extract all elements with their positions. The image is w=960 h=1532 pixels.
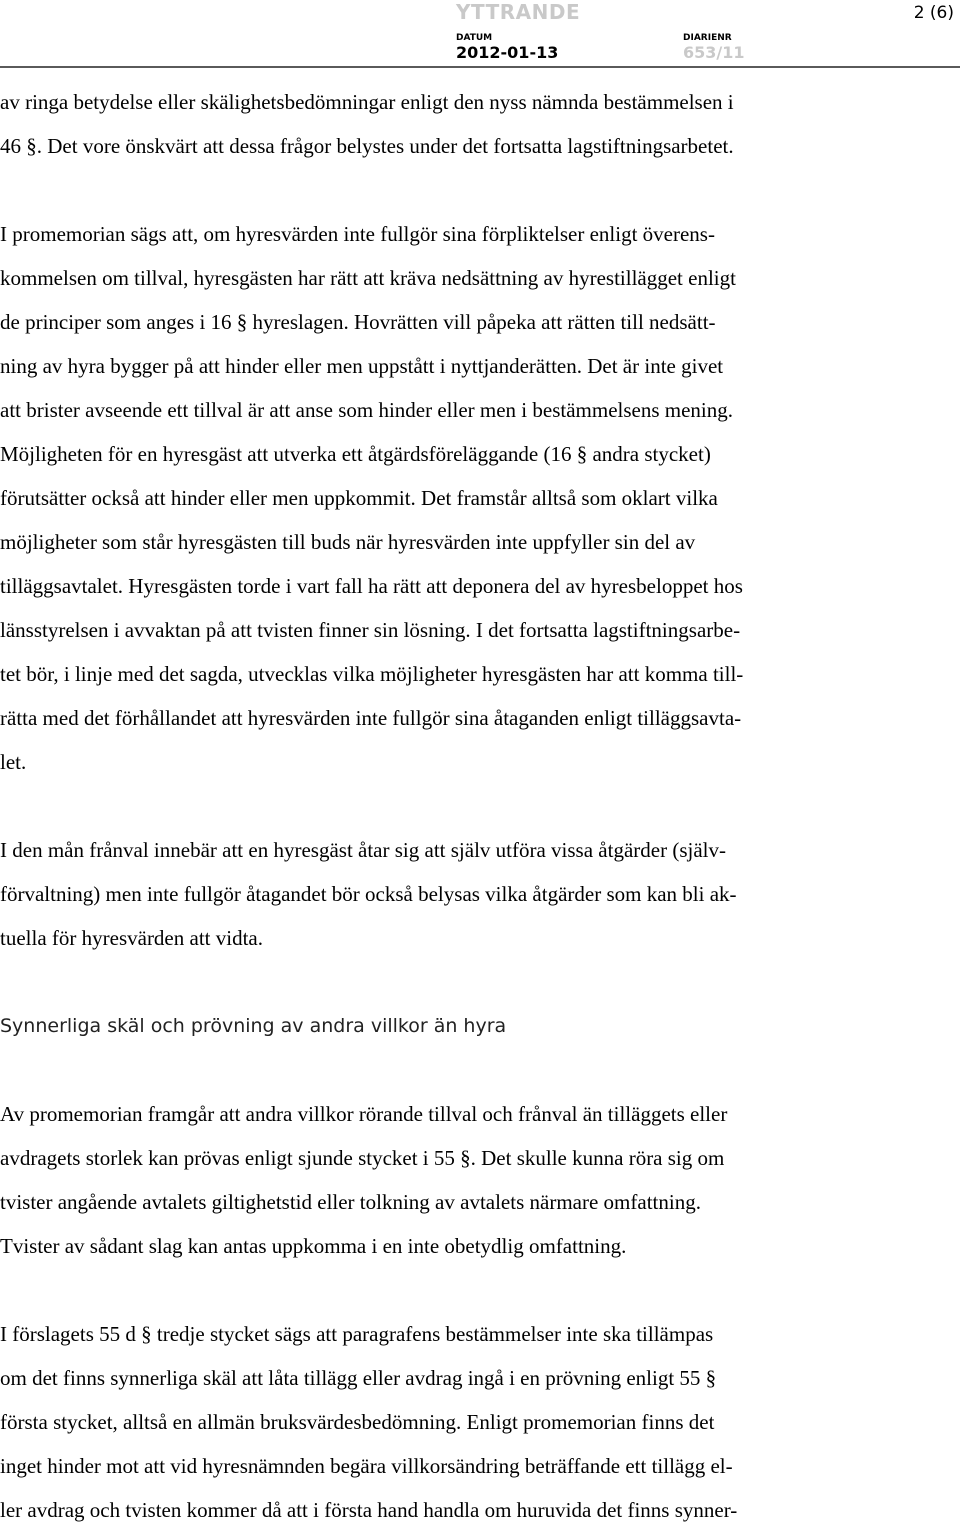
text-line: kommelsen om tillval, hyresgästen har rätt att kräva nedsättning av hyrestillägget enligt — [0, 266, 736, 290]
paragraph-1 — [0, 80, 905, 168]
text-line: av ringa betydelse eller skälighetsbedömningar enligt den nyss nämnda bestämmelsen i — [0, 90, 734, 114]
text-line: I den mån frånval innebär att en hyresgäst åtar sig att själv utföra vissa åtgärder (själv- — [0, 838, 726, 862]
text-line: tet bör, i linje med det sagda, utvecklas vilka möjligheter hyresgästen har att komma till- — [0, 662, 744, 686]
text-line: de principer som anges i 16 § hyreslagen. Hovrätten vill påpeka att rätten till nedsätt- — [0, 310, 716, 334]
paragraph-5 — [0, 1312, 905, 1532]
registration-number-value: 653/11 — [683, 43, 745, 62]
document-header — [0, 0, 960, 70]
text-line: let. — [0, 750, 27, 774]
text-line: I promemorian sägs att, om hyresvärden inte fullgör sina förpliktelser enligt överens- — [0, 222, 715, 246]
registration-number-label: DIARIENR — [683, 33, 732, 43]
date-value: 2012-01-13 — [456, 43, 559, 62]
section-heading: Synnerliga skäl och prövning av andra villkor än hyra — [0, 1015, 507, 1037]
text-line: 46 §. Det vore önskvärt att dessa frågor belystes under det fortsatta lagstiftningsarbetet. — [0, 134, 734, 158]
text-line: Tvister av sådant slag kan antas uppkomma i en inte obetydlig omfattning. — [0, 1234, 627, 1258]
text-line: ning av hyra bygger på att hinder eller men uppstått i nyttjanderätten. Det är inte givet — [0, 354, 724, 378]
document-type: YTTRANDE — [456, 0, 581, 24]
text-line: länsstyrelsen i avvaktan på att tvisten finner sin lösning. I det fortsatta lagstiftningsarbe- — [0, 618, 741, 642]
document-body — [0, 80, 905, 1532]
text-line: första stycket, alltså en allmän bruksvärdesbedömning. Enligt promemorian finns det — [0, 1410, 715, 1434]
text-line: avdragets storlek kan prövas enligt sjunde stycket i 55 §. Det skulle kunna röra sig om — [0, 1146, 725, 1170]
text-line: om det finns synnerliga skäl att låta tillägg eller avdrag ingå i en prövning enligt 55 § — [0, 1366, 717, 1390]
paragraph-2 — [0, 212, 905, 784]
text-line: att brister avseende ett tillval är att anse som hinder eller men i bestämmelsens mening. — [0, 398, 734, 422]
text-line: tuella för hyresvärden att vidta. — [0, 926, 263, 950]
page-number: 2 (6) — [913, 3, 954, 23]
text-line: I förslagets 55 d § tredje stycket sägs att paragrafens bestämmelser inte ska tillämpas — [0, 1322, 714, 1346]
paragraph-spacer — [0, 784, 905, 828]
text-line: tilläggsavtalet. Hyresgästen torde i vart fall ha rätt att deponera del av hyresbeloppet hos — [0, 574, 743, 598]
text-line: ler avdrag och tvisten kommer då att i första hand handla om huruvida det finns synner- — [0, 1498, 738, 1522]
text-line: tvister angående avtalets giltighetstid eller tolkning av avtalets närmare omfattning. — [0, 1190, 701, 1214]
date-label: DATUM — [456, 33, 493, 43]
paragraph-spacer — [0, 1268, 905, 1312]
text-line: möjligheter som står hyresgästen till buds när hyresvärden inte uppfyller sin del av — [0, 530, 696, 554]
header-divider — [0, 66, 960, 68]
text-line: inget hinder mot att vid hyresnämnden begära villkorsändring beträffande ett tillägg el- — [0, 1454, 733, 1478]
paragraph-spacer — [0, 960, 905, 1004]
paragraph-spacer — [0, 1048, 905, 1092]
text-line: förvaltning) men inte fullgör åtagandet bör också belysas vilka åtgärder som kan bli ak- — [0, 882, 737, 906]
text-line: Av promemorian framgår att andra villkor rörande tillval och frånval än tilläggets eller — [0, 1102, 728, 1126]
paragraph-spacer — [0, 168, 905, 212]
paragraph-4 — [0, 1092, 905, 1268]
text-line: rätta med det förhållandet att hyresvärden inte fullgör sina åtaganden enligt tilläggsavta- — [0, 706, 742, 730]
paragraph-3 — [0, 828, 905, 960]
text-line: Möjligheten för en hyresgäst att utverka ett åtgärdsföreläggande (16 § andra stycket) — [0, 442, 711, 466]
text-line: förutsätter också att hinder eller men uppkommit. Det framstår alltså som oklart vilka — [0, 486, 718, 510]
